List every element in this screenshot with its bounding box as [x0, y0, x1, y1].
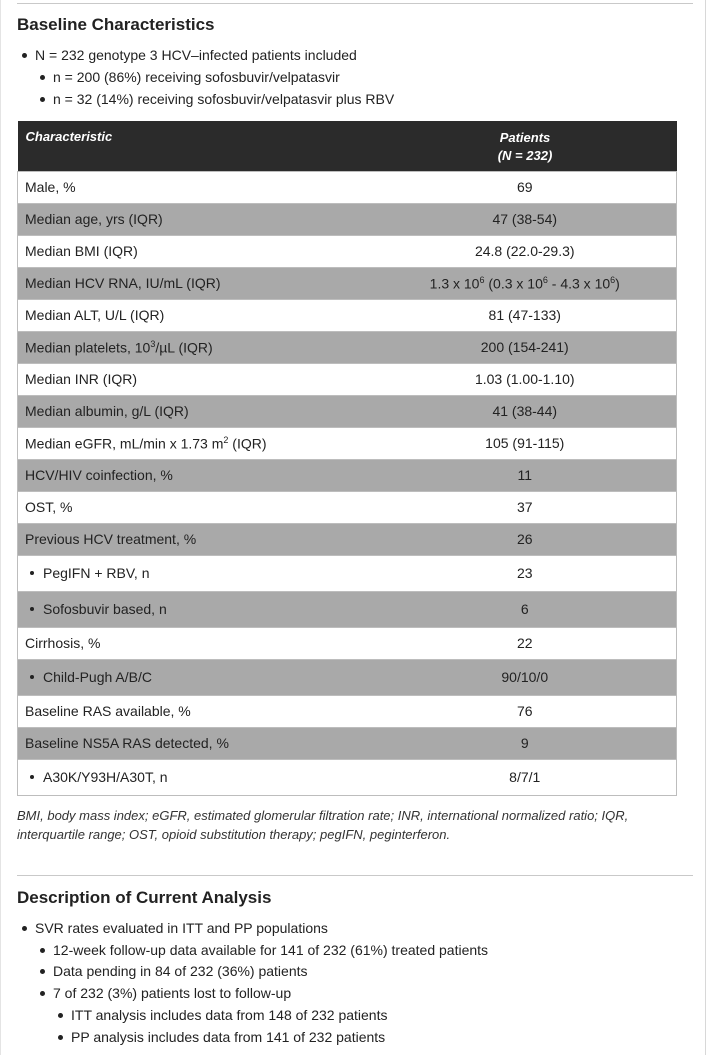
table-row — [18, 235, 677, 267]
value-part: (0.3 x 10 — [484, 275, 543, 292]
row-value: 90/10/0 — [374, 659, 677, 695]
row-value: 105 (91-115) — [374, 427, 677, 459]
label-part: Median eGFR, mL/min x 1.73 m — [25, 435, 224, 452]
row-value — [374, 267, 677, 299]
value-part: - 4.3 x 10 — [547, 275, 611, 292]
row-label: Male, % — [18, 171, 374, 203]
bullet-item: Data pending in 84 of 232 (36%) patients — [53, 960, 308, 982]
table-header-row — [18, 121, 677, 171]
row-label: Median ALT, U/L (IQR) — [18, 299, 374, 331]
row-value: 81 (47-133) — [374, 299, 677, 331]
sub-row-label: A30K/Y93H/A30T, n — [25, 769, 168, 785]
row-label — [18, 555, 374, 591]
header-characteristic: Characteristic — [18, 121, 374, 171]
row-label: Baseline RAS available, % — [18, 695, 374, 727]
table-row — [18, 171, 677, 203]
table-row — [18, 727, 677, 759]
table-row — [18, 695, 677, 727]
table-row — [18, 267, 677, 299]
table-row — [18, 659, 677, 695]
row-label: OST, % — [18, 491, 374, 523]
row-value: 47 (38-54) — [374, 203, 677, 235]
table-row — [18, 555, 677, 591]
sub-row-label: Child-Pugh A/B/C — [25, 669, 152, 685]
table-row — [18, 759, 677, 795]
baseline-title: Baseline Characteristics — [17, 15, 215, 34]
row-value: 11 — [374, 459, 677, 491]
row-value: 26 — [374, 523, 677, 555]
table-row — [18, 203, 677, 235]
sub-row-label: Sofosbuvir based, n — [25, 601, 167, 617]
row-value: 6 — [374, 591, 677, 627]
row-label — [18, 659, 374, 695]
top-divider — [17, 3, 693, 4]
row-label: HCV/HIV coinfection, % — [18, 459, 374, 491]
row-value: 24.8 (22.0-29.3) — [374, 235, 677, 267]
bullet-item: n = 200 (86%) receiving sofosbuvir/velpatasvir — [53, 66, 340, 88]
table-row — [18, 627, 677, 659]
table-row — [18, 523, 677, 555]
bullet-item: n = 32 (14%) receiving sofosbuvir/velpatasvir plus RBV — [53, 88, 394, 110]
bullet-item: 7 of 232 (3%) patients lost to follow-up — [53, 982, 291, 1004]
row-value: 200 (154-241) — [374, 331, 677, 363]
row-label — [18, 427, 374, 459]
section-divider — [17, 875, 693, 876]
table-row — [18, 363, 677, 395]
table-row — [18, 459, 677, 491]
value-exponent: 6 — [610, 274, 616, 285]
value-exponent: 6 — [479, 274, 485, 285]
table-row — [18, 427, 677, 459]
row-value: 23 — [374, 555, 677, 591]
label-part: Median platelets, 10 — [25, 339, 151, 356]
row-value: 37 — [374, 491, 677, 523]
row-label — [18, 331, 374, 363]
label-exponent: 2 — [223, 434, 229, 445]
row-value: 8/7/1 — [374, 759, 677, 795]
bullet-item: ITT analysis includes data from 148 of 232 patients — [71, 1004, 387, 1026]
row-value: 22 — [374, 627, 677, 659]
label-part: /µL (IQR) — [155, 339, 213, 356]
row-label — [18, 759, 374, 795]
table-footnote: BMI, body mass index; eGFR, estimated glomerular filtration rate; INR, international normalized ratio; IQR, interquartile range; OST, opioid substitution therapy; pegIFN, peginterferon. — [17, 808, 629, 842]
value-part: ) — [615, 275, 620, 292]
value-part: 1.3 x 10 — [429, 275, 480, 292]
row-label: Median age, yrs (IQR) — [18, 203, 374, 235]
table-row — [18, 395, 677, 427]
baseline-table — [17, 121, 677, 796]
table-row — [18, 591, 677, 627]
table-row — [18, 331, 677, 363]
row-label: Median albumin, g/L (IQR) — [18, 395, 374, 427]
row-label: Median INR (IQR) — [18, 363, 374, 395]
bullet-item: 12-week follow-up data available for 141 of 232 (61%) treated patients — [53, 939, 488, 961]
row-label: Median BMI (IQR) — [18, 235, 374, 267]
label-exponent: 3 — [150, 338, 156, 349]
sub-row-label: PegIFN + RBV, n — [25, 565, 149, 581]
table-row — [18, 299, 677, 331]
row-value: 69 — [374, 171, 677, 203]
row-label: Median HCV RNA, IU/mL (IQR) — [18, 267, 374, 299]
header-patients-label: Patients — [499, 130, 551, 145]
row-value: 9 — [374, 727, 677, 759]
value-exponent: 6 — [542, 274, 548, 285]
row-label — [18, 591, 374, 627]
row-value: 76 — [374, 695, 677, 727]
bullet-item: PP analysis includes data from 141 of 232 patients — [71, 1026, 385, 1048]
row-value: 41 (38-44) — [374, 395, 677, 427]
table-row — [18, 491, 677, 523]
header-patients — [374, 121, 677, 171]
row-label: Previous HCV treatment, % — [18, 523, 374, 555]
bullet-item: SVR rates evaluated in ITT and PP populations — [35, 917, 328, 939]
bullet-item: N = 232 genotype 3 HCV–infected patients included — [35, 44, 357, 66]
row-label: Cirrhosis, % — [18, 627, 374, 659]
label-part: (IQR) — [228, 435, 267, 452]
analysis-title: Description of Current Analysis — [17, 888, 272, 907]
row-value: 1.03 (1.00-1.10) — [374, 363, 677, 395]
row-label: Baseline NS5A RAS detected, % — [18, 727, 374, 759]
header-patients-n: (N = 232) — [497, 148, 553, 163]
